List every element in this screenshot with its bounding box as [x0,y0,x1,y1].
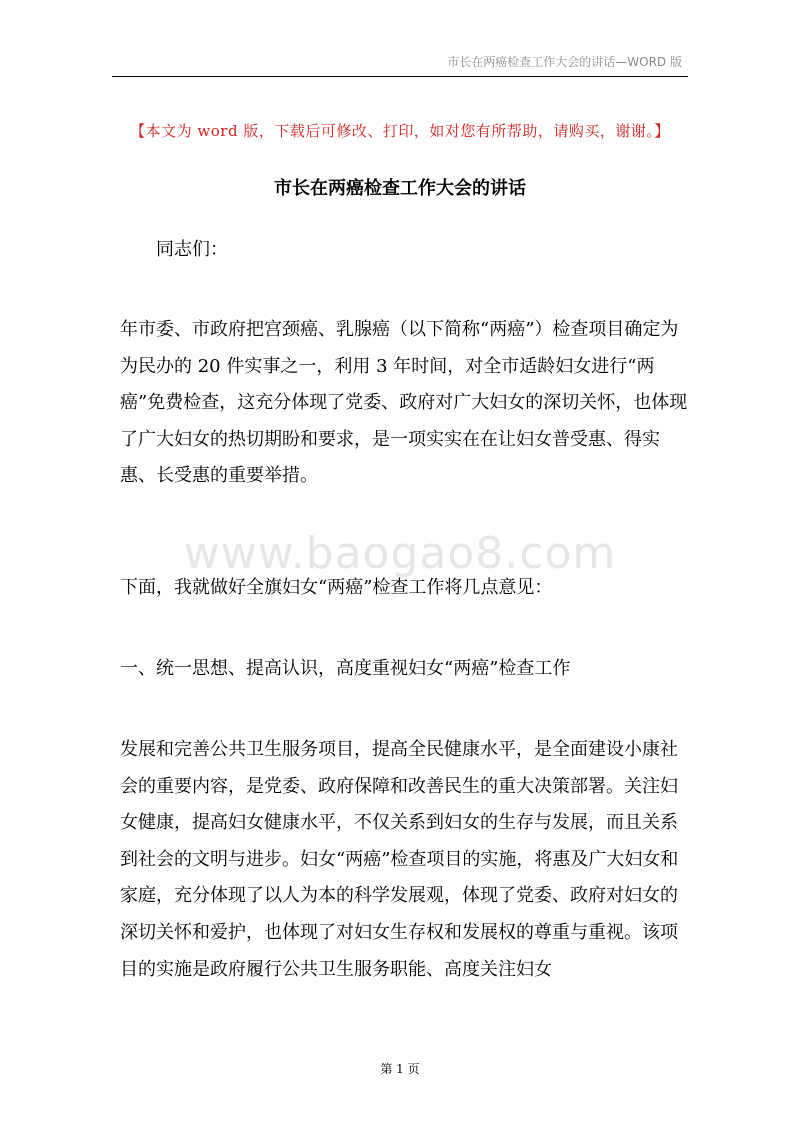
running-header: 市长在两癌检查工作大会的讲话—WORD 版 [447,55,682,69]
header-divider [112,76,688,77]
document-title: 市长在两癌检查工作大会的讲话 [274,178,526,199]
purchase-notice: 【本文为 word 版，下载后可修改、打印，如对您有所帮助，请购买，谢谢。】 [130,122,670,140]
greeting: 同志们： [156,239,228,260]
paragraph-intro: 年市委、市政府把宫颈癌、乳腺癌（以下简称“两癌”）检查项目确定为为民办的 20 件实事之一，利用 3 年时间，对全市适龄妇女进行“两癌”免费检查，这充分体现了党委、政府对广大妇女的深切关怀，也体现了广大妇女的热切期盼和要求，是一项实实在在让妇女普受惠、得实惠、长受惠的重要举措。 [120,319,688,487]
watermark: www.baogao8.com [183,528,617,579]
paragraph-outline: 下面，我就做好全旗妇女“两癌”检查工作将几点意见： [120,577,553,598]
page-number: 第 1 页 [380,1062,420,1076]
paragraph-section-1: 发展和完善公共卫生服务项目，提高全民健康水平，是全面建设小康社会的重要内容，是党委、政府保障和改善民生的重大决策部署。关注妇女健康，提高妇女健康水平，不仅关系到妇女的生存与发展，而且关系到社会的文明与进步。妇女“两癌”检查项目的实施，将惠及广大妇女和家庭，充分体现了以人为本的科学发展观，体现了党委、政府对妇女的深切关怀和爱护，也体现了对妇女生存权和发展权的尊重与重视。该项目的实施是政府履行公共卫生服务职能、高度关注妇女 [120,739,679,980]
section-heading-1: 一、统一思想、提高认识，高度重视妇女“两癌”检查工作 [120,658,571,679]
